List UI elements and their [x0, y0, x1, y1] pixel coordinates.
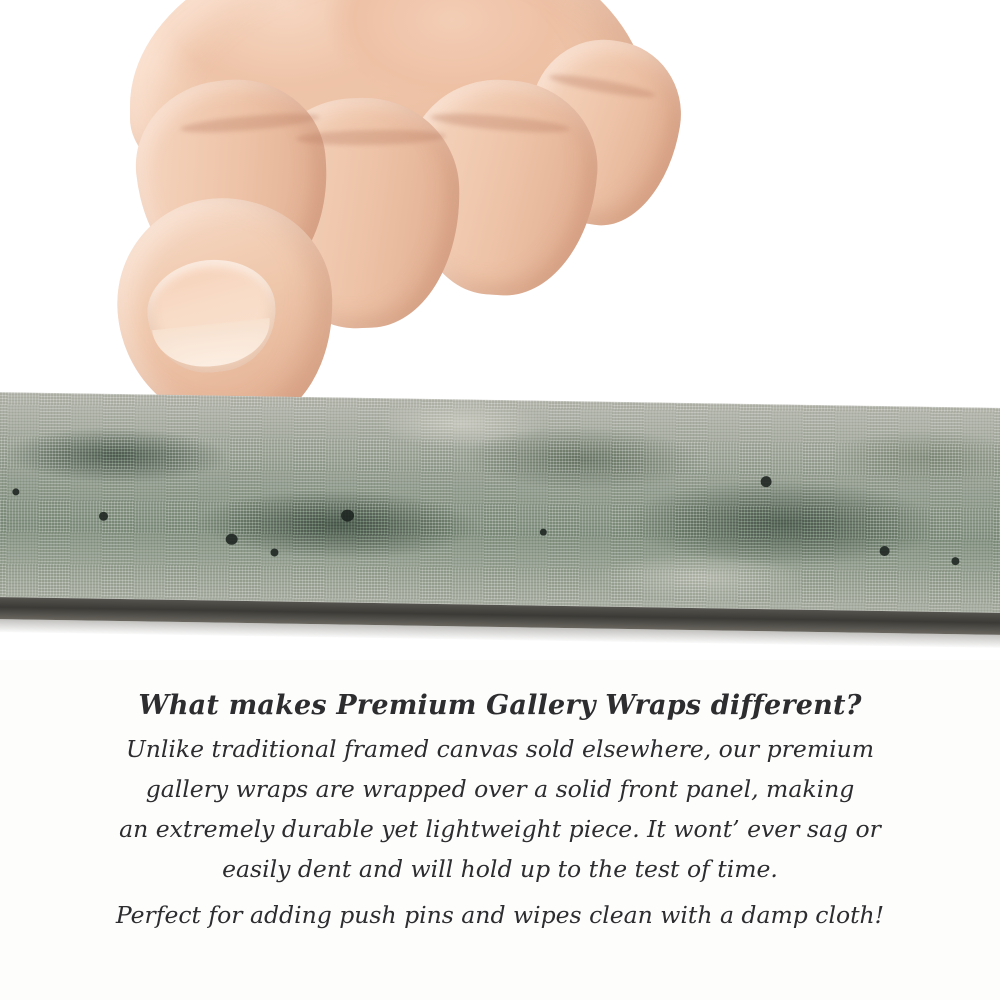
canvas-speck — [226, 534, 238, 545]
canvas-weave-texture — [0, 392, 1000, 613]
caption-line-5: Perfect for adding push pins and wipes clean with a damp cloth! — [115, 901, 885, 929]
canvas-speck — [12, 488, 19, 495]
canvas-speck — [99, 512, 108, 521]
canvas-speck — [540, 529, 547, 536]
caption-line-1: Unlike traditional framed canvas sold elsewhere, our premium — [125, 735, 875, 763]
caption-line-3: an extremely durable yet lightweight piece. It wont’ ever sag or — [119, 815, 881, 843]
caption-line-2: gallery wraps are wrapped over a solid front panel, making — [145, 775, 855, 803]
caption-line-4: easily dent and will hold up to the test of time. — [222, 855, 778, 883]
canvas-edge-strip — [0, 392, 1000, 648]
caption-heading: What makes Premium Gallery Wraps different? — [138, 690, 862, 721]
hand-illustration — [110, 0, 670, 430]
canvas-speck — [951, 557, 959, 565]
canvas-speck — [761, 476, 772, 487]
caption-block — [0, 690, 1000, 935]
canvas-print-surface — [0, 392, 1000, 613]
canvas-speck — [270, 548, 278, 556]
canvas-speck — [879, 546, 889, 556]
